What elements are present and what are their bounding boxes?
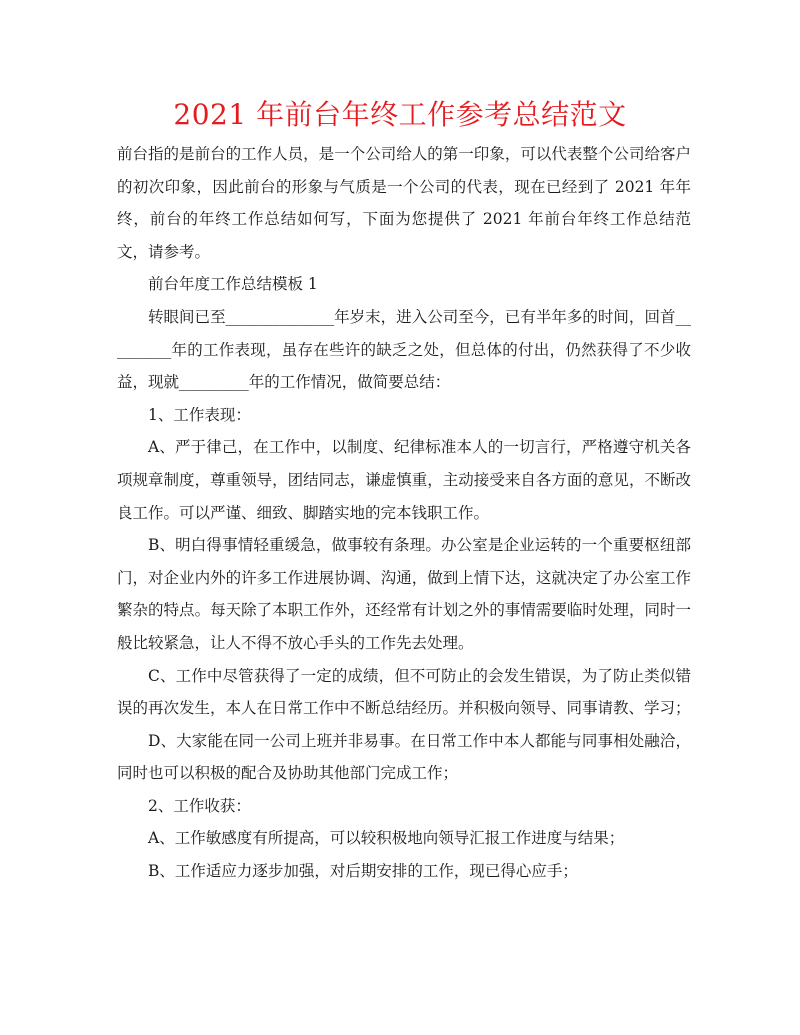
- performance-item-b: B、明白得事情轻重缓急，做事较有条理。办公室是企业运转的一个重要枢纽部门，对企业内外的许多工作进展协调、沟通，做到上情下达，这就决定了办公室工作繁杂的特点。每天除了本职工作外，还经常有计划之外的事情需要临时处理，同时一般比较紧急，让人不得不放心手头的工作先去处理。: [117, 536, 691, 652]
- section-heading-work-gains: 2、工作收获：: [148, 796, 251, 815]
- summary-opening-paragraph: 转眼间已至______________年岁末，进入公司至今，已有半年多的时间，回首_________年的工作表现，虽存在些许的缺乏之处，但总体的付出，仍然获得了不少收益，现就_________年的工作情况，做简要总结：: [117, 307, 691, 392]
- performance-item-c: C、工作中尽管获得了一定的成绩，但不可防止的会发生错误，为了防止类似错误的再次发生，本人在日常工作中不断总结经历。并积极向领导、同事请教、学习；: [117, 666, 691, 718]
- performance-item-d: D、大家能在同一公司上班并非易事。在日常工作中本人都能与同事相处融洽，同时也可以积极的配合及协助其他部门完成工作；: [117, 731, 691, 783]
- document-body: [117, 138, 691, 888]
- gains-item-b: B、工作适应力逐步加强，对后期安排的工作，现已得心应手；: [148, 862, 578, 881]
- document-title: 2021 年前台年终工作参考总结范文: [173, 98, 627, 131]
- performance-item-a: A、严于律己，在工作中，以制度、纪律标准本人的一切言行，严格遵守机关各项规章制度，尊重领导，团结同志，谦虚慎重，主动接受来自各方面的意见，不断改良工作。可以严谨、细致、脚踏实地的完本钱职工作。: [117, 438, 691, 522]
- template-heading: 前台年度工作总结模板 1: [148, 275, 318, 294]
- section-heading-work-performance: 1、工作表现：: [148, 405, 251, 424]
- gains-item-a: A、工作敏感度有所提高，可以较积极地向领导汇报工作进度与结果；: [148, 829, 625, 848]
- intro-paragraph: 前台指的是前台的工作人员，是一个公司给人的第一印象，可以代表整个公司给客户的初次印象，因此前台的形象与气质是一个公司的代表，现在已经到了 2021 年年终，前台的年终工作总结如何写，下面为您提供了 2021 年前台年终工作总结范文，请参考。: [117, 145, 691, 261]
